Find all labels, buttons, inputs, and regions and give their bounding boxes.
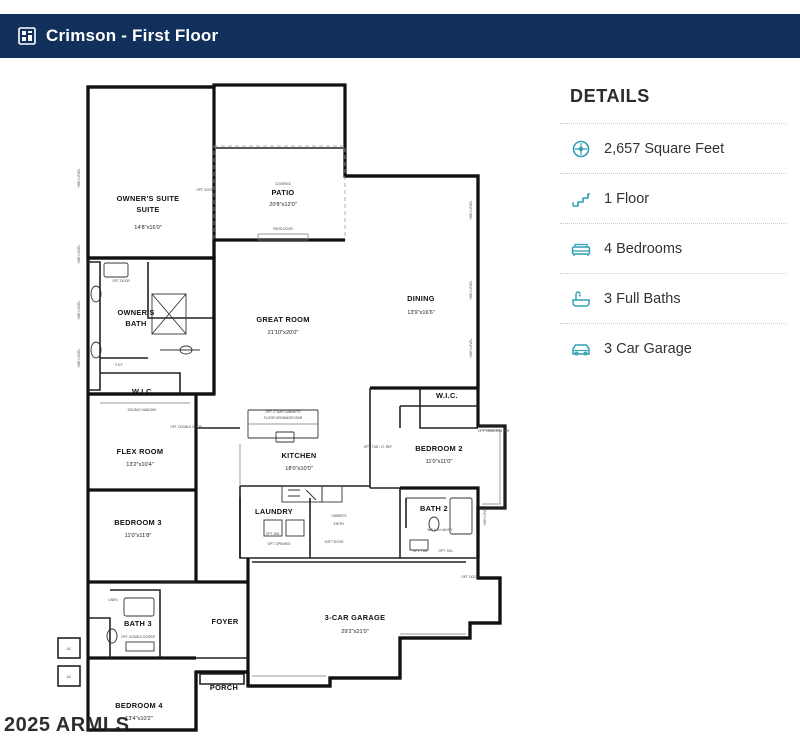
room-label: OWNER'S	[117, 308, 155, 317]
details-panel	[560, 72, 786, 373]
svg-text:HIGH LEVEL: HIGH LEVEL	[77, 348, 81, 368]
detail-bedrooms	[560, 223, 786, 273]
annotation: SOFT DOOR	[324, 540, 344, 544]
room-dim: 13'9"x16'6"	[407, 310, 435, 316]
room-label: BATH	[125, 319, 147, 328]
annotation: 3 S.F.	[114, 363, 124, 367]
annotation: OPT. DOOR	[461, 575, 479, 579]
room-dim: 13'4"x10'2"	[125, 716, 153, 722]
floorplan-icon	[18, 27, 36, 45]
annotation: COVERED	[275, 182, 291, 186]
room-label: KITCHEN	[281, 451, 317, 460]
room-label: W.I.C.	[132, 387, 154, 396]
svg-text:AC: AC	[66, 675, 72, 679]
svg-text:HIGH LEVEL: HIGH LEVEL	[469, 280, 473, 300]
stairs-icon	[570, 188, 592, 210]
detail-label: 4 Bedrooms	[604, 240, 683, 257]
bed-icon	[570, 238, 592, 260]
page-header	[0, 14, 800, 58]
room-label: PATIO	[271, 188, 295, 197]
room-label: OWNER'S	[331, 514, 347, 518]
room-dim: 18'0"x10'0"	[285, 466, 313, 472]
annotation: OPT. TUB / LT. REF	[363, 445, 393, 449]
detail-label: 3 Car Garage	[604, 340, 692, 357]
room-dim: 21'10"x20'0"	[267, 330, 299, 336]
dimension-ticks	[77, 168, 487, 525]
svg-text:AC: AC	[66, 647, 72, 651]
room-label: W.I.C.	[436, 391, 458, 400]
room-label: BATH 2	[420, 504, 448, 513]
svg-text:HIGH LEVEL: HIGH LEVEL	[469, 200, 473, 220]
detail-floors	[560, 173, 786, 223]
annotation: OPT. DOUBLE DOOR	[170, 425, 202, 429]
room-label: FOYER	[211, 617, 239, 626]
room-label: BATH 3	[124, 619, 152, 628]
page-content	[0, 58, 800, 743]
annotation: OPT. DOUBLE DOORS	[121, 635, 155, 639]
owners-suite-walls	[88, 87, 214, 403]
details-heading: DETAILS	[570, 86, 650, 106]
room-label: PORCH	[209, 683, 239, 692]
service-walls	[240, 488, 478, 558]
room-label: DINING	[407, 294, 435, 303]
annotation: OPT. SHL.	[438, 549, 454, 553]
svg-text:HIGH LEVEL: HIGH LEVEL	[483, 506, 487, 526]
annotation: OPT. 2" BAR CABINETS	[265, 410, 301, 414]
annotation: OPT. OPENING	[267, 542, 291, 546]
annotation: DOUBLE HANGING	[127, 408, 157, 412]
svg-text:HIGH LEVEL: HIGH LEVEL	[469, 338, 473, 358]
room-dim: 20'8"x12'0"	[269, 202, 297, 208]
annotation: OPT. DOOR	[112, 279, 130, 283]
svg-text:HIGH LEVEL: HIGH LEVEL	[77, 300, 81, 320]
room-label: BEDROOM 3	[114, 518, 162, 527]
svg-text:HIGH LEVEL: HIGH LEVEL	[77, 244, 81, 264]
garage-icon	[570, 338, 592, 360]
detail-label: 3 Full Baths	[604, 290, 681, 307]
room-label: GREAT ROOM	[256, 315, 310, 324]
room-dim: 29'2"x21'0"	[341, 629, 369, 635]
room-label: BEDROOM 4	[115, 701, 163, 710]
area-icon	[570, 138, 592, 160]
great-room-walls	[214, 176, 505, 508]
annotation: WALK-IN VANITY	[427, 528, 453, 532]
svg-text:SUITE: SUITE	[136, 205, 160, 214]
room-label: LAUNDRY	[255, 507, 293, 516]
room-label: BEDROOM 2	[415, 444, 463, 453]
room-label: 3-CAR GARAGE	[324, 613, 386, 622]
detail-baths	[560, 273, 786, 323]
page-title: Crimson - First Floor	[46, 26, 219, 45]
room-label: OWNER'S SUITE	[116, 194, 180, 203]
detail-square-feet	[560, 123, 786, 173]
room-dim: 11'0"x11'0"	[425, 459, 453, 465]
room-dim: 11'0"x11'8"	[124, 533, 152, 539]
annotation: OPT. WD.	[265, 532, 281, 536]
flex-room-walls	[88, 394, 240, 582]
floorplan-svg	[0, 58, 545, 743]
kitchen-walls	[240, 410, 370, 558]
watermark: 2025 ARMLS	[4, 714, 130, 736]
detail-label: 1 Floor	[604, 190, 650, 207]
detail-label: 2,657 Square Feet	[604, 140, 725, 157]
plan-annotations	[112, 188, 510, 639]
bath-icon	[570, 288, 592, 310]
annotation: PATIO DOOR	[273, 227, 293, 231]
floorplan-drawing	[0, 58, 545, 743]
detail-garage	[560, 323, 786, 373]
room-label: LINEN	[108, 598, 118, 602]
annotation: FLOOR ORGANIZED BAR	[263, 416, 303, 420]
annotation: OPT. TANKLESS W.H.	[477, 429, 511, 433]
annotation: OPT. TUB	[412, 549, 428, 553]
room-dim: 13'2"x10'4"	[126, 462, 154, 468]
room-label: ENTRY	[333, 522, 345, 526]
annotation: OPT. DOOR	[196, 188, 214, 192]
room-labels	[108, 182, 462, 722]
room-label: FLEX ROOM	[116, 447, 164, 456]
svg-text:HIGH LEVEL: HIGH LEVEL	[77, 168, 81, 188]
room-dim: 14'8"x16'0"	[134, 225, 162, 231]
